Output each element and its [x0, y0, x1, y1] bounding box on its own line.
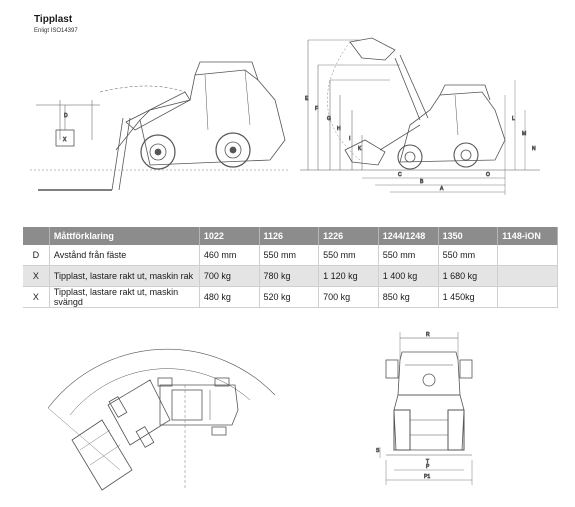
dim-label-d: D	[64, 113, 68, 119]
row-code: D	[23, 245, 49, 266]
row-code: X	[23, 287, 49, 308]
dim-label-r: R	[426, 332, 430, 338]
dim-label-l: L	[512, 116, 515, 122]
cell-value: 550 mm	[378, 245, 438, 266]
cell-value: 1 400 kg	[378, 266, 438, 287]
dim-label-m: M	[522, 131, 527, 137]
column-header-1148-ion: 1148-iON	[498, 227, 558, 245]
cell-value: 850 kg	[378, 287, 438, 308]
cell-value: 780 kg	[259, 266, 319, 287]
column-header-1022: 1022	[199, 227, 259, 245]
table-row	[23, 287, 558, 308]
tipping-load-table	[23, 227, 558, 308]
dim-label-o: O	[486, 172, 490, 178]
column-header-1226: 1226	[319, 227, 379, 245]
dim-label-t: T	[426, 459, 430, 465]
forklift-side-drawing	[30, 62, 290, 190]
cell-value: 700 kg	[199, 266, 259, 287]
table-row	[23, 266, 558, 287]
cell-value: 480 kg	[199, 287, 259, 308]
page-title: Tipplast	[34, 14, 73, 25]
column-header-1126: 1126	[259, 227, 319, 245]
dim-label-f: F	[315, 106, 319, 112]
cell-value: 1 680 kg	[438, 266, 498, 287]
cell-value: 1 450kg	[438, 287, 498, 308]
turning-radius-top-drawing	[48, 349, 275, 490]
row-code: X	[23, 266, 49, 287]
cell-value: 700 kg	[319, 287, 379, 308]
column-header-1350: 1350	[438, 227, 498, 245]
cell-value: 460 mm	[199, 245, 259, 266]
row-label: Tipplast, lastare rakt ut, maskin rak	[49, 266, 199, 287]
column-header-1244-1248: 1244/1248	[378, 227, 438, 245]
dim-label-i: I	[349, 136, 351, 142]
cell-value	[498, 266, 558, 287]
column-header-description: Måttförklaring	[49, 227, 199, 245]
table-row	[23, 245, 558, 266]
dim-label-k: K	[358, 146, 362, 152]
dim-label-p: P	[426, 464, 430, 470]
dim-label-b: B	[420, 179, 424, 185]
dim-label-c: C	[398, 172, 402, 178]
cell-value: 550 mm	[259, 245, 319, 266]
cell-value: 1 120 kg	[319, 266, 379, 287]
cell-value: 520 kg	[259, 287, 319, 308]
page-subtitle: Enligt ISO14397	[34, 28, 78, 34]
cell-value: 550 mm	[438, 245, 498, 266]
column-header-code	[23, 227, 49, 245]
cell-value	[498, 245, 558, 266]
dim-label-g: G	[327, 116, 331, 122]
dim-label-e: E	[305, 96, 309, 102]
row-label: Tipplast, lastare rakt ut, maskin svängd	[49, 287, 199, 308]
dim-label-s: S	[376, 448, 380, 454]
cell-value	[498, 287, 558, 308]
table-header-row	[23, 227, 558, 245]
dim-label-x: X	[63, 137, 67, 143]
cell-value: 550 mm	[319, 245, 379, 266]
dim-label-n: N	[532, 146, 536, 152]
dim-label-a: A	[440, 186, 444, 192]
loader-dimensions-side-drawing	[300, 38, 540, 195]
row-label: Avstånd från fäste	[49, 245, 199, 266]
dim-label-h: H	[337, 126, 341, 132]
dim-label-p1: P1	[424, 474, 431, 480]
